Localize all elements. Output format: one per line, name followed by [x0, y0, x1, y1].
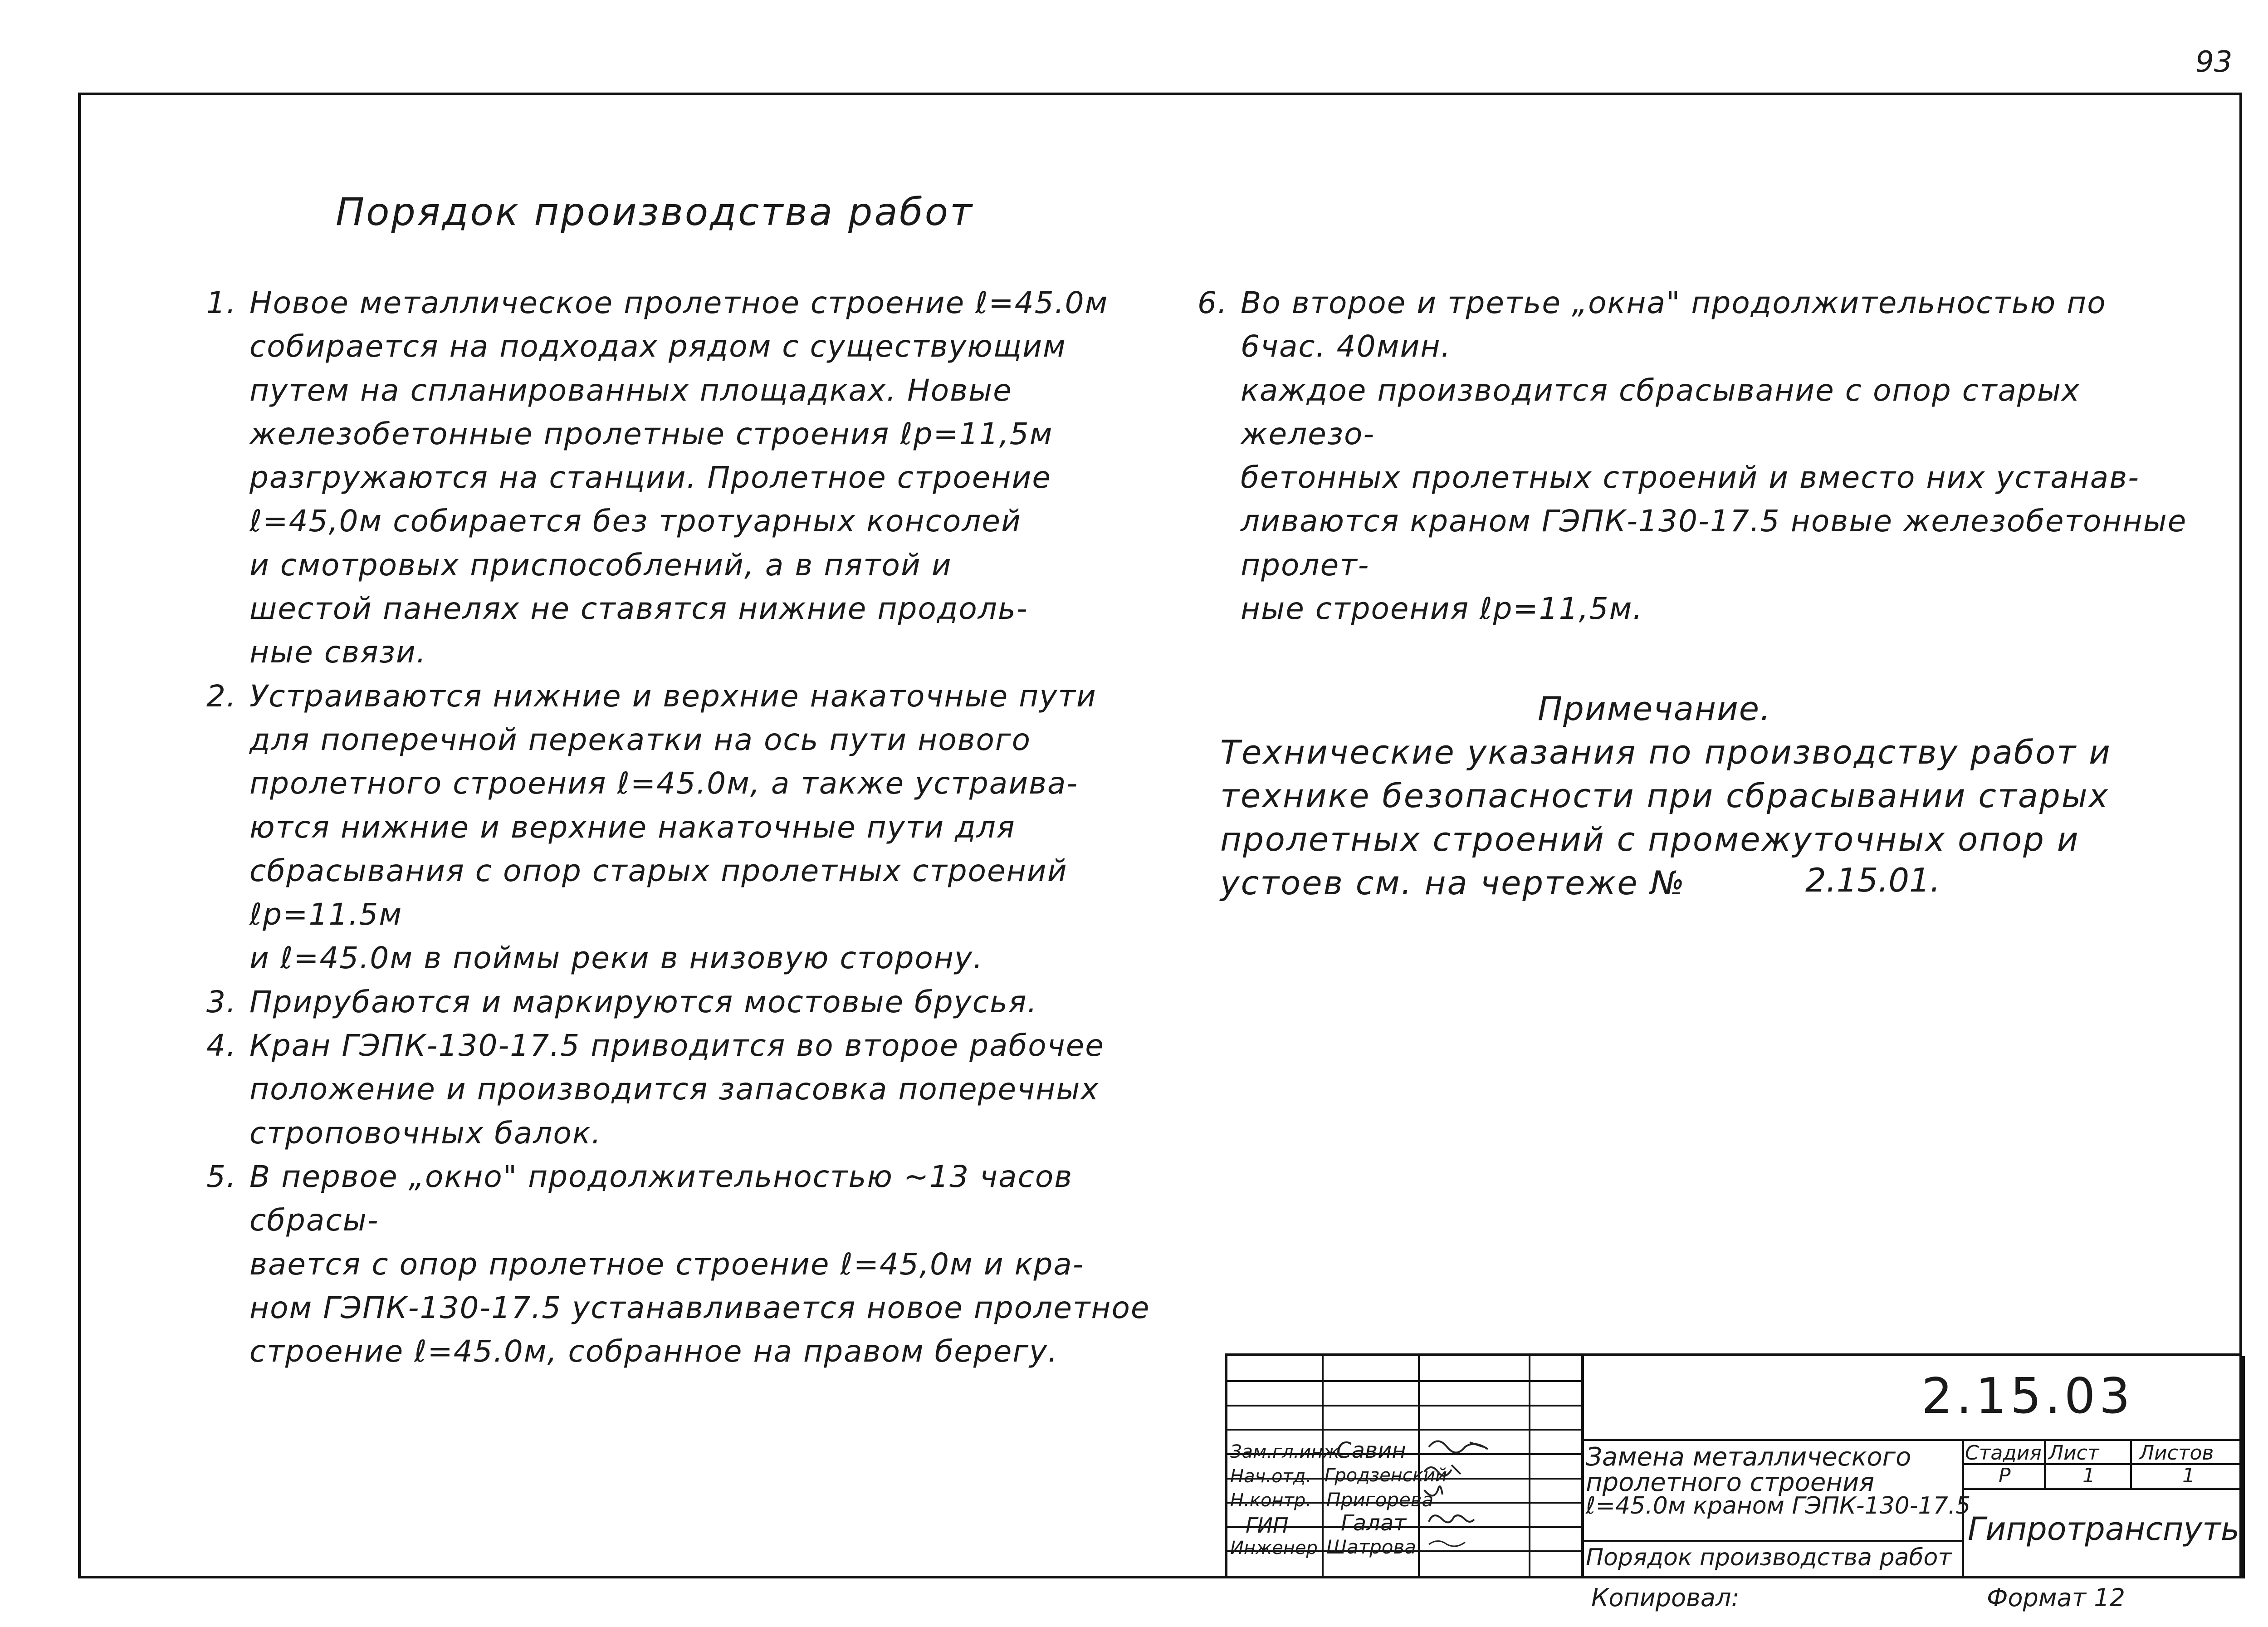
tb-line: [2130, 1439, 2132, 1488]
tb-line: [1962, 1488, 2245, 1490]
item-text: Устраиваются нижние и верхние накаточные пути для поперечной перекатки на ось пути нового пролетного строения ℓ=45.0м, а также устраива- ются нижние и верхние накаточные пути для сбрасывания с опор старых пролетных строений ℓр=11.5м и ℓ=45.0м в поймы реки в низовую сторону.: [249, 678, 1097, 976]
tb-role: Н.контр.: [1230, 1490, 1311, 1511]
note-heading: Примечание.: [1538, 690, 1771, 728]
tb-name: Пригорева: [1326, 1489, 1434, 1511]
tb-stage: Р: [1999, 1464, 2011, 1487]
item-text: Кран ГЭПК-130-17.5 приводится во второе рабочее положение и производится запасовка поперечных строповочных балок.: [249, 1028, 1105, 1151]
tb-line: [1581, 1439, 2245, 1441]
tb-col-sheet: Лист: [2048, 1441, 2099, 1465]
item-number: 4.: [206, 1028, 237, 1063]
list-item: [206, 1024, 1204, 1155]
note-drawing-reference: 2.15.01.: [1805, 861, 1941, 899]
tb-role: ГИП: [1246, 1513, 1289, 1538]
tb-sheet-title: Порядок производства работ: [1586, 1544, 1952, 1571]
list-item: [206, 675, 1204, 980]
tb-line: [2242, 1356, 2245, 1578]
tb-description-line: пролетного строения: [1586, 1468, 1875, 1497]
tb-organisation: Гипротранспуть: [1968, 1510, 2240, 1548]
tb-name: Шатрова: [1326, 1536, 1416, 1558]
tb-col-sheets: Листов: [2139, 1441, 2214, 1465]
tb-line: [1581, 1540, 1962, 1542]
note-body: Технические указания по производству работ и технике безопасности при сбрасывании старых пролетных строений с промежуточных опор и устоев см. на чертеже №: [1220, 733, 2112, 902]
list-item: [1198, 281, 2195, 631]
item-number: 6.: [1198, 285, 1228, 320]
tb-line: [2044, 1439, 2046, 1488]
tb-doc-code: 2.15.03: [1921, 1368, 2134, 1425]
tb-role: Нач.отд.: [1230, 1466, 1312, 1487]
left-column: [206, 281, 1204, 1373]
tb-line: [1227, 1405, 1581, 1406]
copied-by-label: Копировал:: [1591, 1583, 1740, 1612]
item-text: Прирубаются и маркируются мостовые брусья.: [249, 984, 1038, 1019]
page-number: 93: [2195, 45, 2233, 79]
item-number: 1.: [206, 285, 237, 320]
list-item: [206, 1155, 1204, 1373]
tb-line: [1227, 1380, 1581, 1382]
tb-line: [1529, 1356, 1530, 1578]
tb-name: Галат: [1341, 1510, 1407, 1536]
tb-role: Инженер: [1230, 1538, 1318, 1558]
tb-description-line: Замена металлического: [1586, 1442, 1911, 1472]
tb-role: Зам.гл.инж.: [1230, 1441, 1345, 1462]
tb-description-line: ℓ=45.0м краном ГЭПК-130-17.5: [1586, 1492, 1971, 1519]
list-item: [206, 281, 1204, 675]
tb-sheets: 1: [2182, 1464, 2195, 1487]
tb-col-stage: Стадия: [1965, 1441, 2042, 1465]
tb-line: [1581, 1356, 1584, 1578]
title-block: [1225, 1353, 2242, 1578]
document-title: Порядок производства работ: [336, 190, 974, 234]
tb-line: [1322, 1356, 1324, 1578]
item-text: В первое „окно" продолжительностью ~13 часов сбрасы- вается с опор пролетное строение ℓ=45,0м и кра- ном ГЭПК-130-17.5 устанавливается новое пролетное строение ℓ=45.0м, собранное на правом берегу.: [249, 1159, 1150, 1369]
item-text: Новое металлическое пролетное строение ℓ=45.0м собирается на подходах рядом с существующим путем на спланированных площадках. Новые железобетонные пролетные строения ℓр=11,5м разгружаются на станции. Пролетное строение ℓ=45,0м собирается без тротуарных консолей и смотровых приспособлений, а в пятой и шестой панелях не ставятся нижние продоль- ные связи.: [249, 285, 1109, 670]
right-column: [1198, 281, 2195, 631]
format-label: Формат 12: [1987, 1583, 2125, 1612]
item-number: 2.: [206, 678, 237, 714]
item-number: 5.: [206, 1159, 237, 1194]
tb-sheet: 1: [2082, 1464, 2095, 1487]
item-text: Во второе и третье „окна" продолжительностью по 6час. 40мин. каждое производится сбрасывание с опор старых железо- бетонных пролетных строений и вместо них устанав- ливаются краном ГЭПК-130-17.5 новые железобетонные пролет- ные строения ℓр=11,5м.: [1241, 285, 2187, 627]
tb-name: Гродзенский: [1325, 1465, 1447, 1486]
tb-name: Савин: [1336, 1438, 1406, 1463]
item-number: 3.: [206, 984, 237, 1019]
signatures: [1420, 1429, 1529, 1551]
list-item: [206, 980, 1204, 1024]
